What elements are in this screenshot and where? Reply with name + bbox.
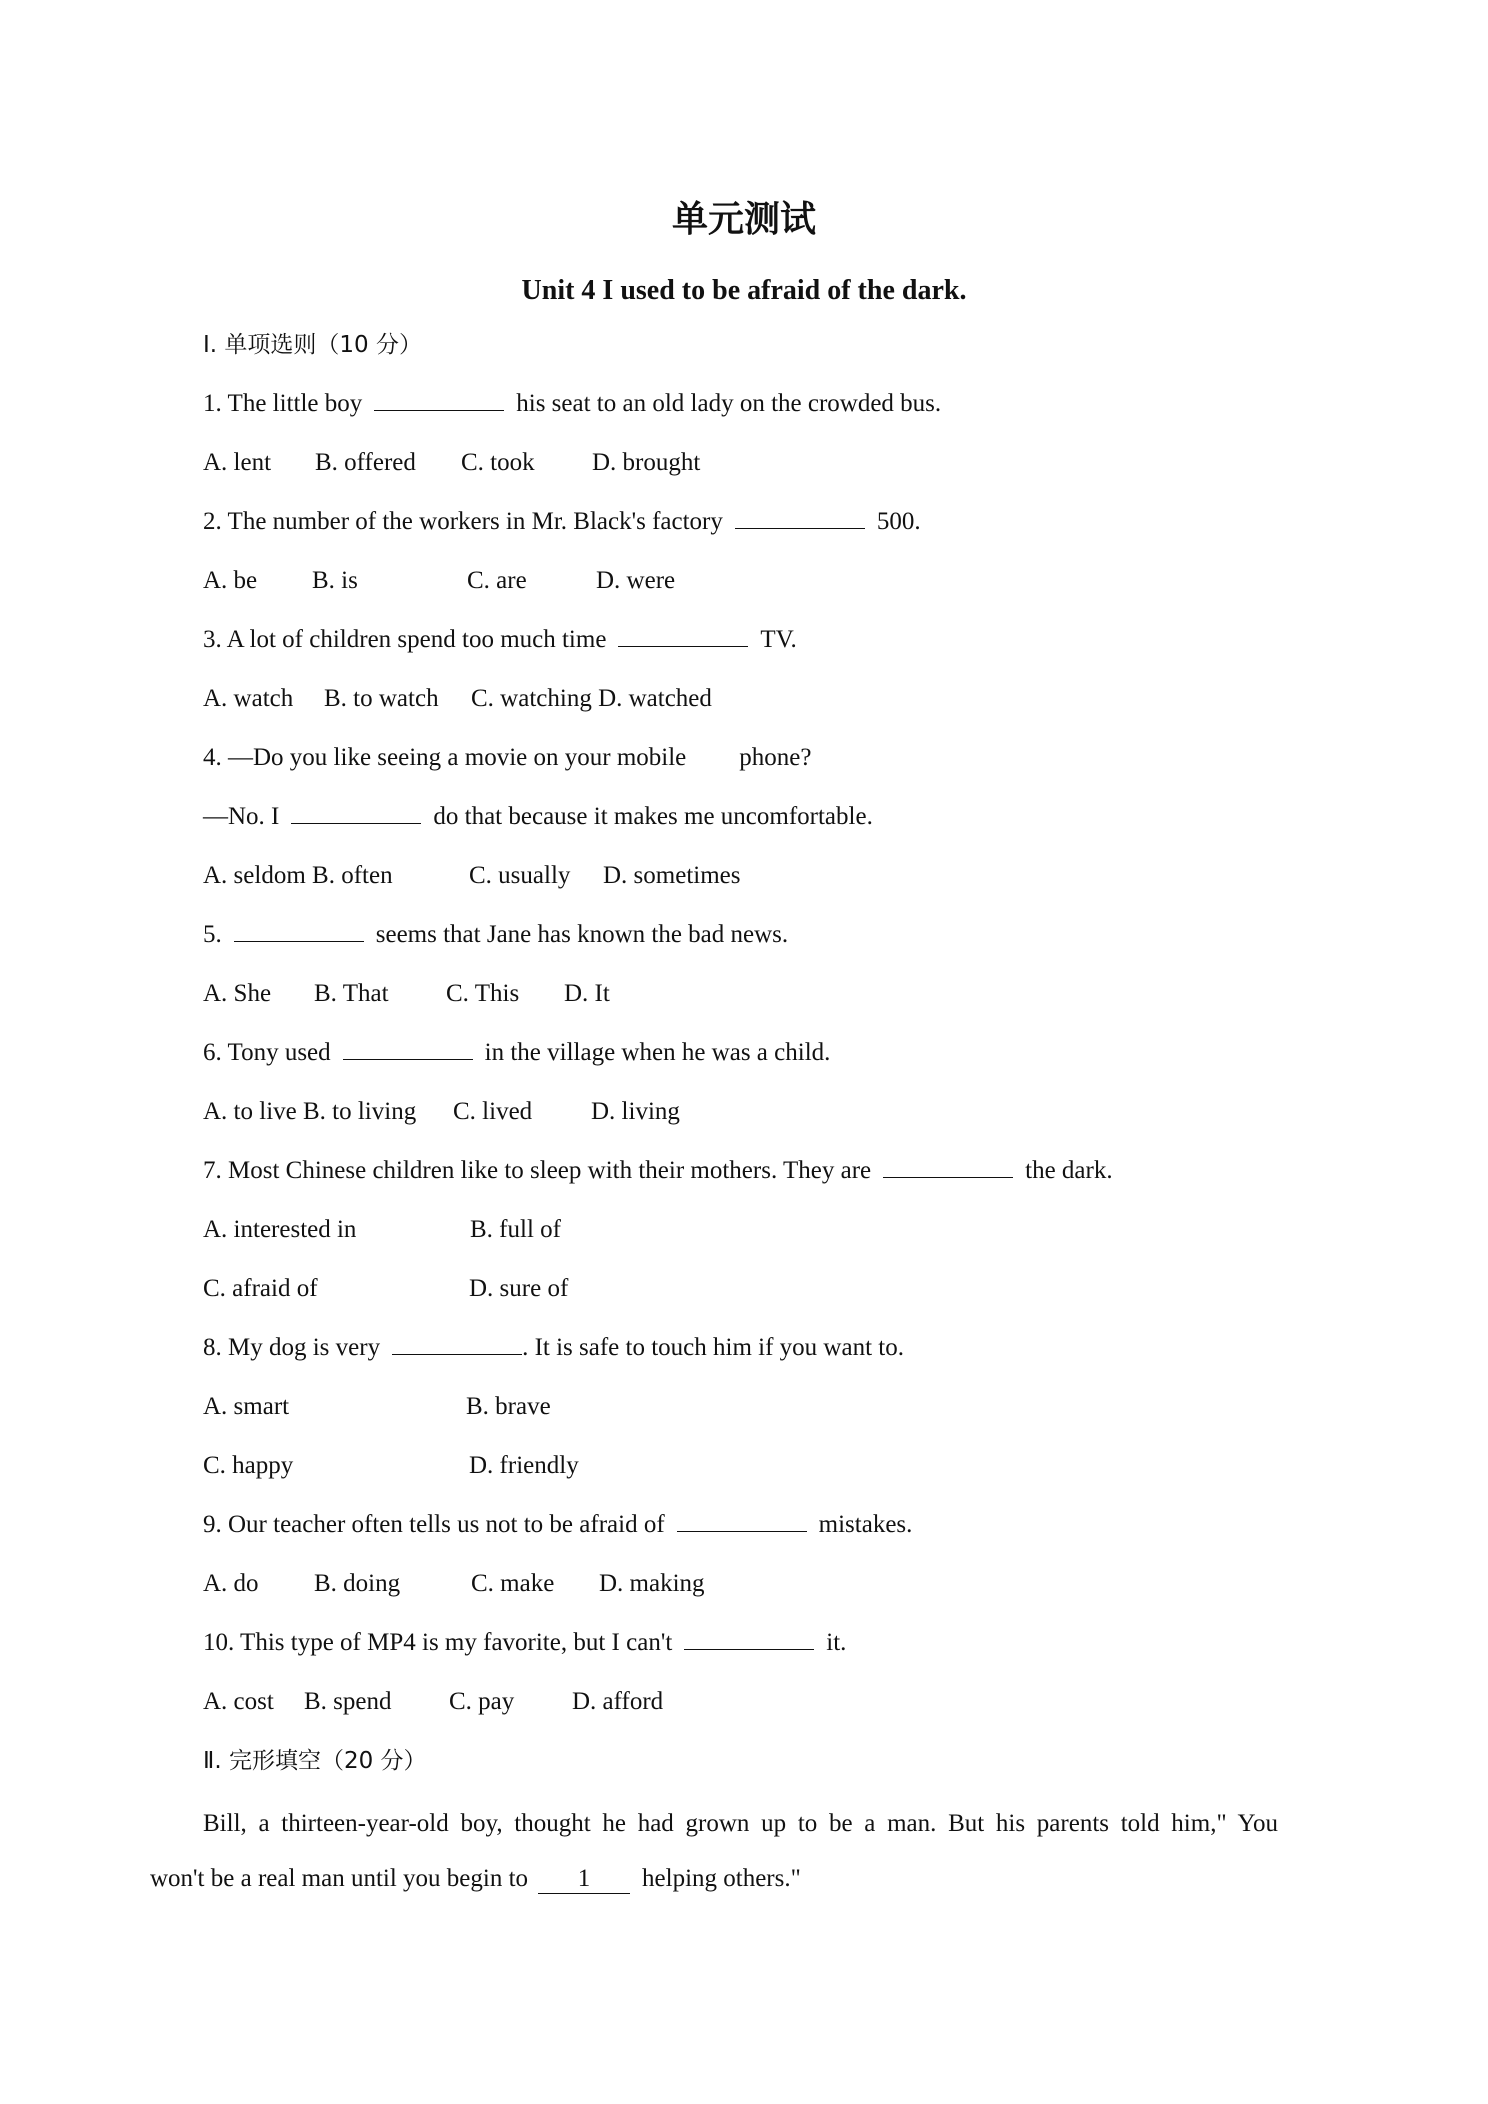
question-7-options-cd [203, 1271, 568, 1307]
option-d: D. brought [592, 449, 701, 476]
option-a: A. lent [203, 449, 272, 476]
option-c: C. took [461, 449, 535, 476]
answer-blank [684, 1625, 814, 1650]
question-7 [203, 1153, 1113, 1189]
option-c: C. make [471, 1570, 555, 1597]
answer-blank [735, 504, 865, 529]
question-6-options [203, 1094, 680, 1130]
question-text: 5. [203, 921, 222, 948]
question-text: 10. This type of MP4 is my favorite, but I can't [203, 1629, 673, 1656]
option-b: B. offered [315, 449, 416, 476]
cloze-blank-1: 1 [538, 1865, 630, 1894]
option-c: C. afraid of [203, 1275, 318, 1302]
page-title: 单元测试 [671, 199, 816, 240]
option-c: C. lived [453, 1098, 533, 1125]
question-9 [203, 1507, 912, 1543]
question-8 [203, 1330, 904, 1366]
question-10-options [203, 1684, 663, 1720]
question-5 [203, 917, 788, 953]
question-9-options [203, 1566, 705, 1602]
question-4-reply [203, 799, 873, 835]
option-c: C. happy [203, 1452, 294, 1479]
option-a: A. interested in [203, 1216, 357, 1243]
question-7-options-ab [203, 1212, 561, 1248]
answer-blank [374, 386, 504, 411]
option-b: B. to watch [324, 685, 439, 712]
question-text: 500. [876, 508, 921, 535]
answer-blank [618, 622, 748, 647]
question-text: mistakes. [818, 1511, 913, 1538]
option-a: A. cost [203, 1688, 274, 1715]
question-text: it. [826, 1629, 847, 1656]
option-d: D. It [564, 980, 610, 1007]
answer-blank [291, 799, 421, 824]
option-a-b: A. to live B. to living [203, 1098, 417, 1125]
question-text: —No. I [203, 803, 280, 830]
option-a-b: A. seldom B. often [203, 862, 393, 889]
option-b: B. spend [304, 1688, 392, 1715]
question-text: TV. [760, 626, 797, 653]
question-text: his seat to an old lady on the crowded bus. [516, 390, 942, 417]
question-3-options [203, 681, 712, 717]
option-a: A. do [203, 1570, 259, 1597]
answer-blank [883, 1153, 1013, 1178]
option-a: A. She [203, 980, 272, 1007]
option-d: D. sometimes [603, 862, 741, 889]
question-1 [203, 386, 941, 422]
question-8-options-cd [203, 1448, 579, 1484]
option-c: C. This [446, 980, 520, 1007]
option-d: D. making [599, 1570, 705, 1597]
option-d: D. friendly [469, 1452, 579, 1479]
answer-blank [343, 1035, 473, 1060]
question-text: 6. Tony used [203, 1039, 331, 1066]
option-d: D. afford [572, 1688, 664, 1715]
question-8-options-ab [203, 1389, 551, 1425]
option-b: B. doing [314, 1570, 401, 1597]
question-text: 1. The little boy [203, 390, 363, 417]
question-4 [203, 740, 811, 776]
question-text: in the village when he was a child. [484, 1039, 831, 1066]
option-c: C. usually [469, 862, 571, 889]
option-d: D. living [591, 1098, 680, 1125]
question-text: 2. The number of the workers in Mr. Black's factory [203, 508, 723, 535]
option-b: B. That [314, 980, 389, 1007]
option-b: B. full of [470, 1216, 561, 1243]
question-1-options [203, 445, 700, 481]
question-10 [203, 1625, 846, 1661]
question-2-options [203, 563, 675, 599]
section-1-heading: Ⅰ. 单项选则（10 分） [203, 332, 422, 358]
question-text: 9. Our teacher often tells us not to be afraid of [203, 1511, 665, 1538]
question-5-options [203, 976, 610, 1012]
answer-blank [234, 917, 364, 942]
question-text: the dark. [1025, 1157, 1113, 1184]
question-text: 8. My dog is very [203, 1334, 381, 1361]
question-4-options [203, 858, 741, 894]
question-text: phone? [739, 744, 812, 771]
question-text: 3. A lot of children spend too much time [203, 626, 607, 653]
option-a: A. watch [203, 685, 294, 712]
option-a: A. be [203, 567, 258, 594]
option-c: C. pay [449, 1688, 515, 1715]
cloze-paragraph-line-2 [150, 1861, 1278, 1897]
option-d: D. sure of [469, 1275, 569, 1302]
question-6 [203, 1035, 830, 1071]
option-b: B. brave [466, 1393, 551, 1420]
question-text: do that because it makes me uncomfortable. [433, 803, 873, 830]
paragraph-text: won't be a real man until you begin to [150, 1865, 529, 1892]
question-text: 4. —Do you like seeing a movie on your mobile [203, 744, 687, 771]
option-d: D. were [596, 567, 676, 594]
answer-blank [677, 1507, 807, 1532]
option-a: A. smart [203, 1393, 290, 1420]
question-3 [203, 622, 797, 658]
cloze-paragraph-line-1: Bill, a thirteen-year-old boy, thought he had grown up to be a man. But his parents told him," You [203, 1810, 1278, 1837]
question-2 [203, 504, 921, 540]
answer-blank [392, 1330, 522, 1355]
question-text: 7. Most Chinese children like to sleep with their mothers. They are [203, 1157, 872, 1184]
unit-subtitle: Unit 4 I used to be afraid of the dark. [521, 275, 967, 306]
section-2-heading: Ⅱ. 完形填空（20 分） [203, 1748, 427, 1774]
option-c: C. are [467, 567, 527, 594]
question-text: seems that Jane has known the bad news. [375, 921, 789, 948]
option-c-d: C. watching D. watched [471, 685, 712, 712]
question-text: . It is safe to touch him if you want to. [522, 1334, 904, 1361]
paragraph-text: helping others." [642, 1865, 801, 1892]
option-b: B. is [312, 567, 358, 594]
